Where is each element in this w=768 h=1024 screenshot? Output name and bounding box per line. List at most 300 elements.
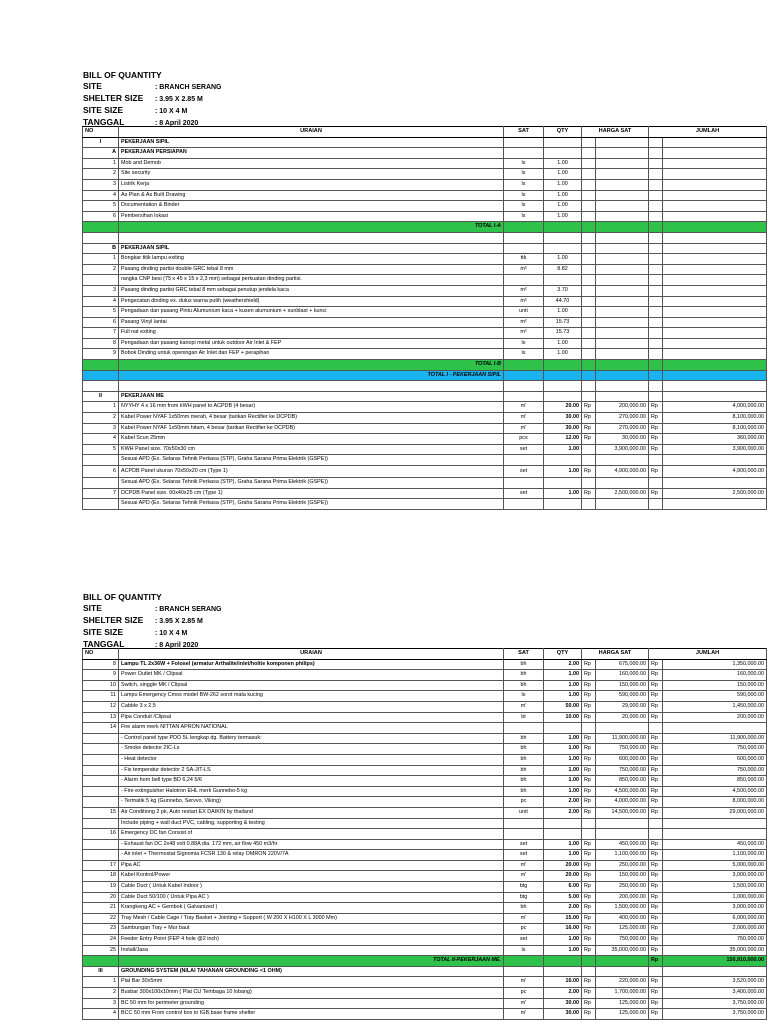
item-row [83, 754, 767, 765]
item-unit: ls [504, 190, 544, 201]
empty-cell [582, 370, 596, 381]
item-description: Install/Jasa [119, 945, 504, 956]
currency-cell: Rp [649, 945, 663, 956]
amount: 2,500,000.00 [663, 488, 767, 499]
amount: 450,000.00 [663, 839, 767, 850]
unit-price: 200,000.00 [596, 892, 649, 903]
amount [663, 829, 767, 840]
section-title: PEKERJAAN ME [119, 391, 504, 402]
item-qty: 20.00 [544, 871, 582, 882]
item-description: ACPDB Panel ukuran 70x50x20 cm (Type 1) [119, 466, 504, 478]
item-row [83, 977, 767, 988]
amount [663, 201, 767, 212]
currency-cell [649, 818, 663, 829]
item-description: Full nat exiting [119, 328, 504, 339]
col-header-uraian: URAIAN [119, 649, 504, 660]
item-qty: 50.00 [544, 701, 582, 712]
currency-cell: Rp [649, 988, 663, 999]
item-description: BC 50 mm for perimeter grounding [119, 998, 504, 1009]
empty-cell [504, 148, 544, 159]
currency-cell: Rp [582, 1009, 596, 1020]
item-qty: 44.70 [544, 296, 582, 307]
currency-cell [582, 338, 596, 349]
currency-cell: Rp [649, 765, 663, 776]
currency-cell [582, 211, 596, 222]
item-qty: 1.00 [544, 349, 582, 360]
amount: 4,000,000.00 [663, 402, 767, 413]
unit-price [596, 179, 649, 190]
item-qty: 1.00 [544, 179, 582, 190]
currency-cell [649, 723, 663, 734]
unit-price: 750,000.00 [596, 744, 649, 755]
currency-cell [582, 455, 596, 466]
unit-price: 29,000.00 [596, 701, 649, 712]
site-value: : BRANCH SERANG [155, 84, 222, 91]
currency-cell [649, 455, 663, 466]
col-header-harga-sat: HARGA SAT [582, 127, 649, 138]
item-unit: ttk [504, 254, 544, 265]
row-no: 2 [83, 988, 119, 999]
unit-price [596, 478, 649, 489]
currency-cell [582, 307, 596, 318]
item-row [83, 998, 767, 1009]
empty-cell [663, 137, 767, 148]
total-me-amount: 150,910,000.00 [663, 956, 767, 967]
unit-price: 2,500,000.00 [596, 488, 649, 499]
currency-cell: Rp [649, 892, 663, 903]
item-unit: m' [504, 701, 544, 712]
item-unit: m' [504, 998, 544, 1009]
currency-cell: Rp [582, 860, 596, 871]
unit-price: 11,900,000.00 [596, 733, 649, 744]
boq-title: BILL OF QUANTITY [83, 70, 162, 80]
currency-cell: Rp [649, 413, 663, 424]
item-qty: 1.00 [544, 733, 582, 744]
item-qty: 3.70 [544, 285, 582, 296]
unit-price: 4,000,000.00 [596, 797, 649, 808]
currency-cell [649, 338, 663, 349]
item-unit: ls [504, 179, 544, 190]
item-unit: ls [504, 169, 544, 180]
unit-price: 1,100,000.00 [596, 850, 649, 861]
item-unit: set [504, 839, 544, 850]
empty-cell [582, 956, 596, 967]
row-no: 12 [83, 701, 119, 712]
empty-cell [596, 956, 649, 967]
currency-cell [649, 190, 663, 201]
item-description: Documentation & Binder [119, 201, 504, 212]
unit-price [596, 829, 649, 840]
item-row [83, 765, 767, 776]
item-qty: 20.00 [544, 860, 582, 871]
amount [663, 455, 767, 466]
empty-cell [596, 222, 649, 233]
row-no [83, 776, 119, 787]
item-qty: 1.00 [544, 211, 582, 222]
item-description: Cable Duct ( Untuk Kabel Indoor ) [119, 882, 504, 893]
amount [663, 285, 767, 296]
item-description: Bobok Dinding untuk openingan Air Inlet dan FEP + perapihan [119, 349, 504, 360]
currency-cell: Rp [582, 744, 596, 755]
item-unit: bh [504, 754, 544, 765]
item-unit: m' [504, 860, 544, 871]
empty-cell [596, 966, 649, 977]
shelter-size-value: : 3.95 X 2.85 M [155, 96, 203, 103]
item-description: Krangkeng AC + Gembok ( Galvanized ) [119, 903, 504, 914]
empty-cell [649, 232, 663, 243]
amount [663, 158, 767, 169]
item-qty: 5.00 [544, 892, 582, 903]
item-description: Bongkar titik lampu exiting [119, 254, 504, 265]
amount [663, 338, 767, 349]
currency-cell: Rp [649, 807, 663, 818]
amount: 1,000,000.00 [663, 892, 767, 903]
amount: 3,520,000.00 [663, 977, 767, 988]
item-qty: 1.00 [544, 670, 582, 681]
empty-cell [119, 381, 504, 392]
amount: 35,000,000.00 [663, 945, 767, 956]
item-description: Pengadaan dan pasang Pintu Alumunium kaca + kusen alumunium + sunblast + kunci [119, 307, 504, 318]
unit-price: 200,000.00 [596, 402, 649, 413]
item-row [83, 423, 767, 434]
currency-cell [582, 285, 596, 296]
item-qty: 1.00 [544, 776, 582, 787]
currency-cell: Rp [649, 924, 663, 935]
currency-cell: Rp [582, 434, 596, 445]
row-no [83, 754, 119, 765]
item-qty: 1.00 [544, 754, 582, 765]
currency-cell [582, 818, 596, 829]
item-row [83, 797, 767, 808]
empty-cell [83, 232, 119, 243]
empty-cell [544, 956, 582, 967]
boq-header-1 [83, 70, 222, 129]
item-unit: bh [504, 659, 544, 670]
item-description: Kabel Kontrol/Power [119, 871, 504, 882]
item-description: - Exhaust fan DC 2x48 volt 0.88A dia. 172 mm, air flow 450 m3/hr [119, 839, 504, 850]
currency-cell [582, 201, 596, 212]
section-title: PEKERJAAN SIPIL [119, 137, 504, 148]
row-no: 5 [83, 307, 119, 318]
currency-cell [649, 296, 663, 307]
amount: 590,000.00 [663, 691, 767, 702]
item-description: Emergency DC fan Consist of [119, 829, 504, 840]
empty-cell [544, 381, 582, 392]
amount [663, 275, 767, 286]
amount [663, 307, 767, 318]
currency-cell: Rp [649, 850, 663, 861]
row-no: 5 [83, 444, 119, 455]
item-qty: 1.00 [544, 338, 582, 349]
row-no: 7 [83, 328, 119, 339]
item-description: DCPDB Panel size. 60x40x25 cm (Type 1) [119, 488, 504, 499]
subtotal-row [83, 222, 767, 233]
currency-cell: Rp [582, 913, 596, 924]
item-description: Pasang dinding partisi double GRC tebal 8 mm [119, 264, 504, 275]
item-qty: 16.00 [544, 924, 582, 935]
row-no: 14 [83, 723, 119, 734]
item-unit: ls [504, 945, 544, 956]
item-qty: 30.00 [544, 1009, 582, 1020]
item-unit: unit [504, 307, 544, 318]
currency-cell: Rp [649, 701, 663, 712]
date-value: : 8 April 2020 [155, 120, 199, 127]
row-no: 8 [83, 338, 119, 349]
item-row [83, 680, 767, 691]
item-description: Pasang dinding partisi GRC tebal 8 mm sebagai penutup jendela kaca [119, 285, 504, 296]
empty-cell [663, 966, 767, 977]
unit-price: 30,000.00 [596, 434, 649, 445]
unit-price [596, 211, 649, 222]
item-description: Feeder Entry Point (FEP 4 hole @2 inch) [119, 935, 504, 946]
item-row [83, 701, 767, 712]
date-label: TANGGAL [83, 639, 125, 649]
item-unit: set [504, 488, 544, 499]
item-unit: btg [504, 882, 544, 893]
amount: 3,750,000.00 [663, 998, 767, 1009]
item-qty: 2.00 [544, 797, 582, 808]
item-unit: m' [504, 1009, 544, 1020]
item-row [83, 169, 767, 180]
item-description: Kabel Scun 25mm [119, 434, 504, 445]
item-row [83, 860, 767, 871]
col-header-harga-sat: HARGA SAT [582, 649, 649, 660]
item-qty: 1.00 [544, 680, 582, 691]
item-description: KWH Panel size. 70x50x30 cm [119, 444, 504, 455]
item-row [83, 935, 767, 946]
empty-cell [544, 360, 582, 371]
empty-cell [544, 232, 582, 243]
grand-total-row [83, 370, 767, 381]
item-row [83, 903, 767, 914]
unit-price: 150,000.00 [596, 680, 649, 691]
unit-price [596, 296, 649, 307]
item-row [83, 264, 767, 275]
unit-price [596, 338, 649, 349]
row-no [83, 786, 119, 797]
row-no: III [83, 966, 119, 977]
amount [663, 211, 767, 222]
amount: 1,450,000.00 [663, 701, 767, 712]
amount: 8,100,000.00 [663, 423, 767, 434]
amount [663, 296, 767, 307]
unit-price: 4,900,000.00 [596, 466, 649, 478]
unit-price: 270,000.00 [596, 423, 649, 434]
unit-price: 1,500,000.00 [596, 903, 649, 914]
unit-price: 250,000.00 [596, 860, 649, 871]
amount [663, 264, 767, 275]
empty-cell [596, 137, 649, 148]
row-no: A [83, 148, 119, 159]
currency-cell: Rp [582, 882, 596, 893]
item-qty [544, 478, 582, 489]
currency-cell: Rp [582, 903, 596, 914]
item-qty [544, 455, 582, 466]
total-me-row [83, 956, 767, 967]
item-row [83, 659, 767, 670]
amount: 6,000,000.00 [663, 913, 767, 924]
item-row [83, 818, 767, 829]
empty-cell [119, 232, 504, 243]
item-unit [504, 478, 544, 489]
item-unit [504, 818, 544, 829]
currency-cell [582, 444, 596, 455]
col-header-jumlah: JUMLAH [649, 649, 767, 660]
empty-cell [663, 381, 767, 392]
item-unit: m' [504, 871, 544, 882]
item-qty: 1.00 [544, 488, 582, 499]
empty-cell [649, 148, 663, 159]
table-header-row [83, 649, 767, 660]
row-no: 3 [83, 285, 119, 296]
item-description: Fire alarm merk NITTAN APRON NATIONAL [119, 723, 504, 734]
item-row [83, 786, 767, 797]
row-no: 2 [83, 413, 119, 424]
unit-price [596, 723, 649, 734]
row-no: 1 [83, 977, 119, 988]
amount: 750,000.00 [663, 935, 767, 946]
empty-cell [582, 148, 596, 159]
empty-cell [596, 391, 649, 402]
empty-cell [544, 966, 582, 977]
item-unit: m² [504, 264, 544, 275]
item-row [83, 466, 767, 478]
site-label: SITE [83, 603, 102, 613]
currency-cell: Rp [649, 797, 663, 808]
row-no: 4 [83, 1009, 119, 1020]
empty-cell [83, 381, 119, 392]
unit-price: 125,000.00 [596, 924, 649, 935]
currency-cell: Rp [649, 1009, 663, 1020]
currency-cell: Rp [582, 807, 596, 818]
currency-cell: Rp [582, 680, 596, 691]
item-row [83, 285, 767, 296]
site-label: SITE [83, 81, 102, 91]
empty-cell [582, 222, 596, 233]
unit-price [596, 317, 649, 328]
amount [663, 328, 767, 339]
amount [663, 254, 767, 265]
amount [663, 723, 767, 734]
item-row [83, 328, 767, 339]
col-header-sat: SAT [504, 649, 544, 660]
row-no: 6 [83, 211, 119, 222]
item-qty [544, 818, 582, 829]
item-description: Pembersihan lokasi [119, 211, 504, 222]
item-description: Pengecatan dinding ex. dulux warna putih (weathershield) [119, 296, 504, 307]
empty-cell [83, 956, 119, 967]
item-qty: 1.00 [544, 945, 582, 956]
unit-price: 4,500,000.00 [596, 786, 649, 797]
currency-cell [582, 158, 596, 169]
empty-cell [663, 360, 767, 371]
item-row [83, 691, 767, 702]
item-qty: 1.00 [544, 254, 582, 265]
item-row [83, 349, 767, 360]
empty-cell [504, 137, 544, 148]
empty-cell [649, 966, 663, 977]
item-description: Power Outlet MK / Clipsal [119, 670, 504, 681]
unit-price [596, 190, 649, 201]
row-no [83, 765, 119, 776]
item-row [83, 201, 767, 212]
row-no: 17 [83, 860, 119, 871]
unit-price [596, 285, 649, 296]
currency-cell: Rp [582, 797, 596, 808]
item-description: Sesuai APD (Ex. Selaras Tehnik Perkasa (STP), Graha Sarana Prima Elektrik (GSPE)) [119, 455, 504, 466]
empty-cell [582, 966, 596, 977]
unit-price: 590,000.00 [596, 691, 649, 702]
item-description: Air Conditiong 2 pk, Auto restart EX DAIKIN by thailand [119, 807, 504, 818]
currency-cell: Rp [582, 935, 596, 946]
col-header-qty: QTY [544, 127, 582, 138]
item-qty: 1.00 [544, 158, 582, 169]
unit-price: 125,000.00 [596, 998, 649, 1009]
item-unit: ls [504, 349, 544, 360]
site-size-value: : 10 X 4 M [155, 108, 188, 115]
row-no [83, 455, 119, 466]
currency-cell: Rp [582, 998, 596, 1009]
item-row [83, 275, 767, 286]
item-unit: m² [504, 285, 544, 296]
empty-cell [649, 137, 663, 148]
currency-cell [649, 201, 663, 212]
currency-cell [582, 169, 596, 180]
amount: 2,000,000.00 [663, 924, 767, 935]
row-no: I [83, 137, 119, 148]
item-row [83, 211, 767, 222]
row-no [83, 499, 119, 510]
item-unit: m' [504, 913, 544, 924]
item-unit: ls [504, 201, 544, 212]
item-description: Switch, singgle MK / Clipsal [119, 680, 504, 691]
item-unit: set [504, 935, 544, 946]
currency-cell: Rp [582, 659, 596, 670]
currency-cell: Rp [582, 754, 596, 765]
amount: 150,000.00 [663, 680, 767, 691]
empty-cell [83, 360, 119, 371]
currency-cell: Rp [582, 924, 596, 935]
currency-cell: Rp [649, 913, 663, 924]
item-row [83, 190, 767, 201]
row-no [83, 818, 119, 829]
currency-cell [649, 275, 663, 286]
section-row [83, 148, 767, 159]
item-description: Kabel Power NYAF 1x50mm merah, 4 besar (tarikan Rectifier ke DCPDB) [119, 413, 504, 424]
empty-cell [504, 360, 544, 371]
shelter-size-label: SHELTER SIZE [83, 615, 144, 625]
currency-cell: Rp [649, 903, 663, 914]
item-row [83, 254, 767, 265]
grand-total-label: TOTAL I - PEKERJAAN SIPIL [119, 370, 504, 381]
item-row [83, 913, 767, 924]
empty-cell [663, 222, 767, 233]
item-qty: 2.00 [544, 988, 582, 999]
item-qty: 12.00 [544, 434, 582, 445]
row-no [83, 733, 119, 744]
empty-cell [83, 370, 119, 381]
item-description: Tray Mesh / Cable Cage / Tray Basket + Jointing + Support ( W 200 X H100 X L 3000 Mm) [119, 913, 504, 924]
item-description: rangka CNP besi (75 x 45 x 15 x 2,3 mm) sebagai perkuatan dinding partisi. [119, 275, 504, 286]
currency-cell [582, 190, 596, 201]
amount: 600,000.00 [663, 754, 767, 765]
row-no: 9 [83, 349, 119, 360]
currency-cell [582, 296, 596, 307]
item-row [83, 776, 767, 787]
empty-cell [596, 243, 649, 254]
currency-cell: Rp [582, 712, 596, 723]
boq-table-2 [82, 648, 767, 1020]
